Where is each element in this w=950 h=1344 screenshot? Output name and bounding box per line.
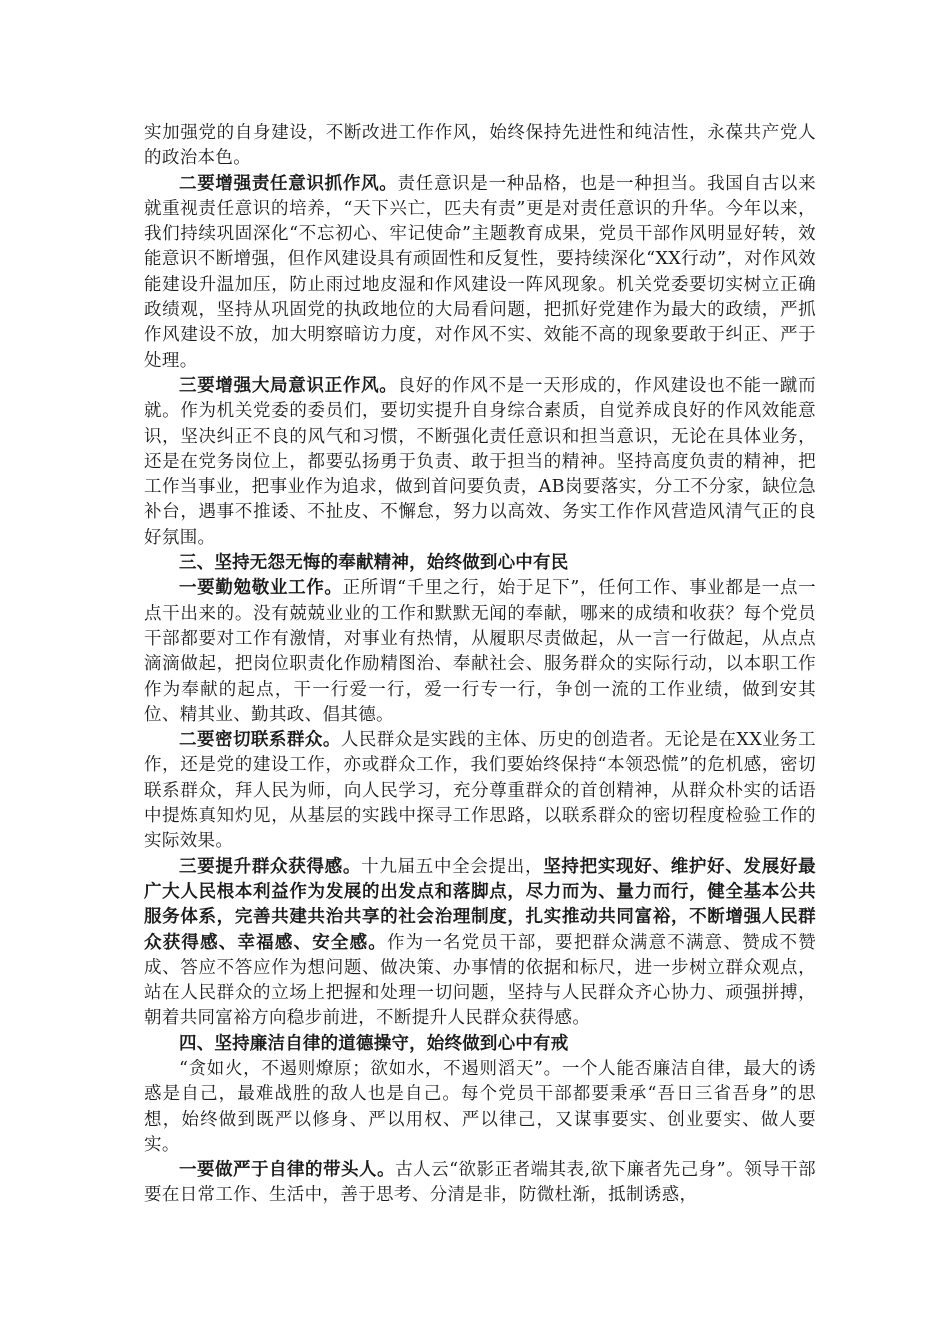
paragraph-text: 十九届五中全会提出， <box>361 856 544 877</box>
paragraph-responsibility <box>144 172 816 374</box>
paragraph-sense-of-gain <box>144 855 816 1032</box>
section-heading-three: 三、坚持无怨无悔的奉献精神，始终做到心中有民 <box>179 553 569 574</box>
paragraph-emphasis: 坚持把实现好、维护好、发展好最广大人民根本利益作为发展的出发点和落脚点，尽力而为、量力而行，健全基本公共服务体系，完善共建共治共享的社会治理制度，扎实推动共同富裕，不断增强人民群众获得感、幸福感、安全感。 <box>144 856 817 953</box>
paragraph-lead: 三要提升群众获得感。 <box>179 856 362 877</box>
paragraph-self-discipline <box>144 1158 816 1209</box>
paragraph-text: 人民群众是实践的主体、历史的创造者。无论是在XX业务工作，还是党的建设工作，亦或群众工作，我们要始终保持“本领恐慌”的危机感，密切联系群众，拜人民为师，向人民学习，充分尊重群众的首创精神，从群众朴实的话语中提炼真知灼见，从基层的实践中探寻工作思路，以联系群众的密切程度检验工作的实际效果。 <box>144 730 816 852</box>
paragraph-text: 古人云“欲影正者端其表,欲下廉者先己身”。领导干部要在日常工作、生活中，善于思考、分清是非，防微杜渐，抵制诱惑， <box>144 1160 816 1206</box>
paragraph-text: 良好的作风不是一天形成的，作风建设也不能一蹴而就。作为机关党委的委员们，要切实提升自身综合素质，自觉养成良好的作风效能意识，坚决纠正不良的风气和习惯，不断强化责任意识和担当意识，无论在具体业务，还是在党务岗位上，都要弘扬勇于负责、敢于担当的精神。坚持高度负责的精神，把工作当事业，把事业作为追求，做到首问要负责，AB岗要落实，分工不分家，缺位急补台，遇事不推诿、不扯皮、不懈怠，努力以高效、务实工作作风营造风清气正的良好氛围。 <box>144 375 816 548</box>
paragraph-diligent-work <box>144 576 816 728</box>
paragraph-text: 作为一名党员干部，要把群众满意不满意、赞成不赞成、答应不答应作为想问题、做决策、办事情的依据和标尺，进一步树立群众观点，站在人民群众的立场上把握和处理一切问题，坚持与人民群众齐心协力、顽强拼搏，朝着共同富裕方向稳步前进，不断提升人民群众获得感。 <box>144 932 816 1029</box>
paragraph-lead: 二要增强责任意识抓作风。 <box>179 173 398 194</box>
paragraph-text: 责任意识是一种品格，也是一种担当。我国自古以来就重视责任意识的培养，“天下兴亡，匹夫有责”更是对责任意识的升华。今年以来，我们持续巩固深化“不忘初心、牢记使命”主题教育成果，党员干部作风明显好转，效能意识不断增强，但作风建设具有顽固性和反复性，要持续深化“XX行动”，对作风效能建设升温加压，防止雨过地皮湿和作风建设一阵风现象。机关党委要切实树立正确政绩观，坚持从巩固党的执政地位的大局看问题，把抓好党建作为最大的政绩，严抓作风建设不放，加大明察暗访力度，对作风不实、效能不高的现象要敢于纠正、严于处理。 <box>144 173 816 371</box>
paragraph-text: 正所谓“千里之行，始于足下”，任何工作、事业都是一点一点干出来的。没有兢兢业业的工作和默默无闻的奉献，哪来的成绩和收获？每个党员干部都要对工作有激情，对事业有热情，从履职尽责做起，从一言一行做起，从点点滴滴做起，把岗位职责化作励精图治、奉献社会、服务群众的实际行动，以本职工作作为奉献的起点，干一行爱一行，爱一行专一行，争创一流的工作业绩，做到安其位、精其业、勤其政、倡其德。 <box>144 578 816 725</box>
paragraph-lead: 二要密切联系群众。 <box>179 730 341 751</box>
section-heading-four: 四、坚持廉洁自律的道德操守，始终做到心中有戒 <box>179 1033 569 1054</box>
paragraph-lead: 一要勤勉敬业工作。 <box>179 578 343 599</box>
paragraph-integrity-quote <box>144 1057 816 1158</box>
paragraph-text: 实加强党的自身建设，不断改进工作作风，始终保持先进性和纯洁性，永葆共产党人的政治本色。 <box>144 123 816 169</box>
paragraph-lead: 一要做严于自律的带头人。 <box>179 1160 396 1181</box>
paragraph-lead: 三要增强大局意识正作风。 <box>179 375 398 396</box>
paragraph-continuation <box>144 121 816 172</box>
paragraph-contact-masses <box>144 728 816 854</box>
paragraph-overall-situation <box>144 374 816 551</box>
paragraph-text: “贪如火，不遏则燎原；欲如水，不遏则滔天”。一个人能否廉洁自律，最大的诱惑是自己，最难战胜的敌人也是自己。每个党员干部都要秉承“吾日三省吾身”的思想，始终做到既严以修身、严以用权、严以律己，又谋事要实、创业要实、做人要实。 <box>144 1058 816 1155</box>
document-body <box>144 121 816 1209</box>
